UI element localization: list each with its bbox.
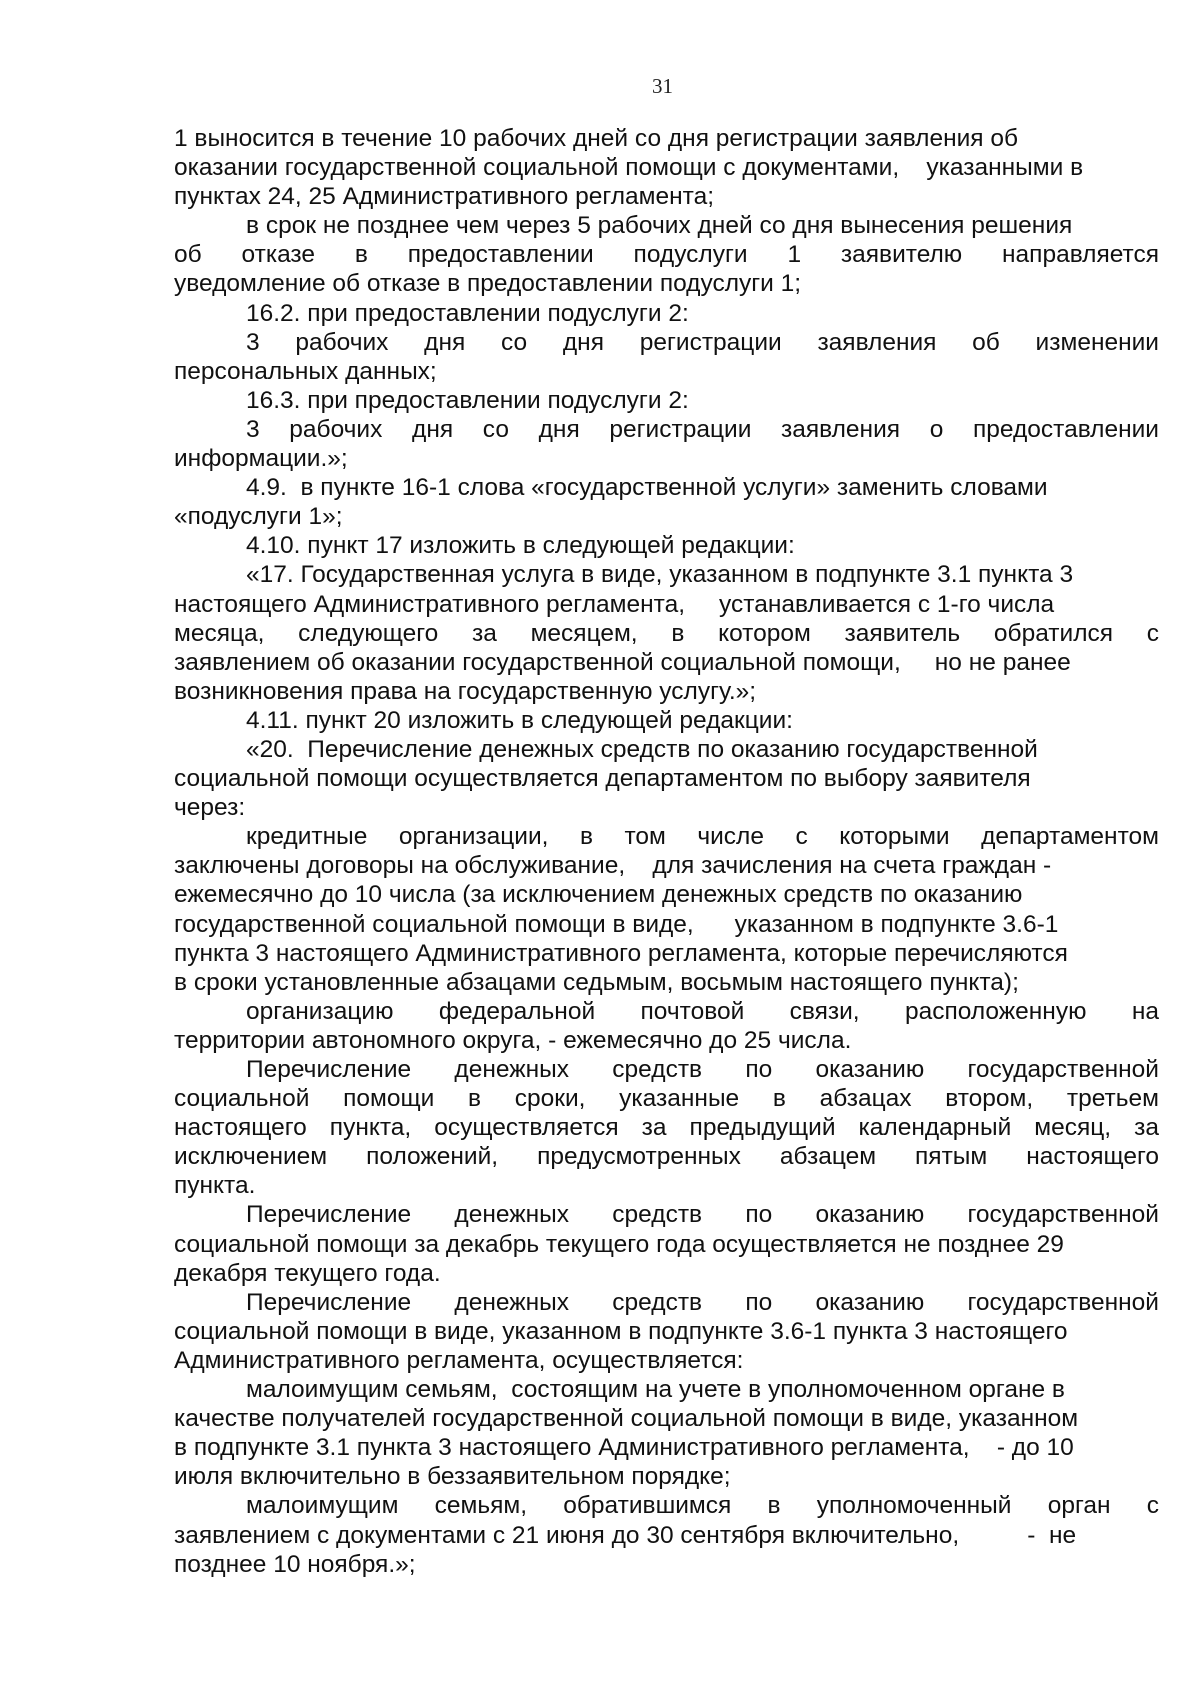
text-line: малоимущим семьям, обратившимся в уполномоченный орган с [246, 1492, 1159, 1520]
text-line: настоящего пункта, осуществляется за предыдущий календарный месяц, за [174, 1114, 1159, 1142]
text-line: «20. Перечисление денежных средств по оказанию государственной [246, 735, 1038, 763]
text-line: заявлением с документами с 21 июня до 30 сентября включительно, - не [174, 1521, 1077, 1549]
text-line: Перечисление денежных средств по оказанию государственной [246, 1056, 1159, 1083]
text-line: об отказе в предоставлении подуслуги 1 заявителю направляется [174, 241, 1159, 269]
text-line: Административного регламента, осуществляется: [174, 1346, 744, 1374]
text-line: пунктах 24, 25 Административного регламента; [174, 183, 715, 211]
page-number: 31 [652, 74, 673, 98]
text-line: малоимущим семьям, состоящим на учете в уполномоченном органе в [246, 1376, 1065, 1404]
text-line: информации.»; [174, 445, 348, 473]
text-line: в сроки установленные абзацами седьмым, восьмым настоящего пункта); [174, 968, 1019, 996]
text-line: оказании государственной социальной помощи с документами, указанными в [174, 154, 1084, 182]
text-line: государственной социальной помощи в виде, указанном в подпункте 3.6-1 [174, 910, 1059, 938]
text-line: в подпункте 3.1 пункта 3 настоящего Административного регламента, - до 10 [174, 1434, 1074, 1462]
text-line: Перечисление денежных средств по оказанию государственной [246, 1288, 1159, 1316]
text-line: 4.9. в пункте 16-1 слова «государственной услуги» заменить словами [246, 474, 1048, 502]
text-line: заявлением об оказании государственной социальной помощи, но не ранее [174, 648, 1071, 676]
text-line: 3 рабочих дня со дня регистрации заявления о предоставлении [246, 415, 1159, 443]
text-line: позднее 10 ноября.»; [174, 1550, 416, 1578]
text-line: социальной помощи осуществляется департаментом по выбору заявителя [174, 765, 1031, 793]
text-line: заключены договоры на обслуживание, для зачисления на счета граждан - [174, 852, 1052, 880]
text-line: в срок не позднее чем через 5 рабочих дней со дня вынесения решения [246, 212, 1073, 240]
text-line: исключением положений, предусмотренных абзацем пятым настоящего [174, 1143, 1159, 1171]
text-line: 16.2. при предоставлении подуслуги 2: [246, 299, 689, 327]
text-line: качестве получателей государственной социальной помощи в виде, указанном [174, 1405, 1079, 1433]
text-line: через: [174, 794, 246, 822]
text-line: территории автономного округа, - ежемесячно до 25 числа. [174, 1026, 852, 1054]
text-line: месяца, следующего за месяцем, в котором заявитель обратился с [174, 619, 1159, 647]
text-line: декабря текущего года. [174, 1259, 441, 1287]
document-body [174, 124, 1159, 1579]
text-line: 1 выносится в течение 10 рабочих дней со дня регистрации заявления об [174, 125, 1019, 152]
text-line: Перечисление денежных средств по оказанию государственной [246, 1201, 1159, 1229]
text-line: социальной помощи в сроки, указанные в абзацах втором, третьем [174, 1085, 1159, 1113]
text-line: кредитные организации, в том числе с которыми департаментом [246, 823, 1159, 851]
text-line: социальной помощи за декабрь текущего года осуществляется не позднее 29 [174, 1230, 1064, 1258]
text-line: «подуслуги 1»; [174, 503, 343, 531]
text-line: организацию федеральной почтовой связи, расположенную на [246, 997, 1159, 1025]
text-line: пункта. [174, 1172, 256, 1200]
text-line: уведомление об отказе в предоставлении подуслуги 1; [174, 270, 802, 298]
text-line: персональных данных; [174, 357, 437, 385]
text-line: возникновения права на государственную услугу.»; [174, 677, 757, 705]
text-line: «17. Государственная услуга в виде, указанном в подпункте 3.1 пункта 3 [246, 561, 1074, 589]
text-line: июля включительно в беззаявительном порядке; [174, 1463, 731, 1491]
text-line: 3 рабочих дня со дня регистрации заявления об изменении [246, 328, 1159, 356]
text-line: 16.3. при предоставлении подуслуги 2: [246, 386, 689, 414]
text-line: пункта 3 настоящего Административного регламента, которые перечисляются [174, 939, 1068, 967]
text-line: 4.10. пункт 17 изложить в следующей редакции: [246, 532, 795, 560]
text-line: социальной помощи в виде, указанном в подпункте 3.6-1 пункта 3 настоящего [174, 1317, 1068, 1345]
text-line: 4.11. пункт 20 изложить в следующей редакции: [246, 706, 793, 734]
text-line: настоящего Административного регламента, устанавливается с 1-го числа [174, 590, 1055, 618]
text-line: ежемесячно до 10 числа (за исключением денежных средств по оказанию [174, 881, 1023, 909]
